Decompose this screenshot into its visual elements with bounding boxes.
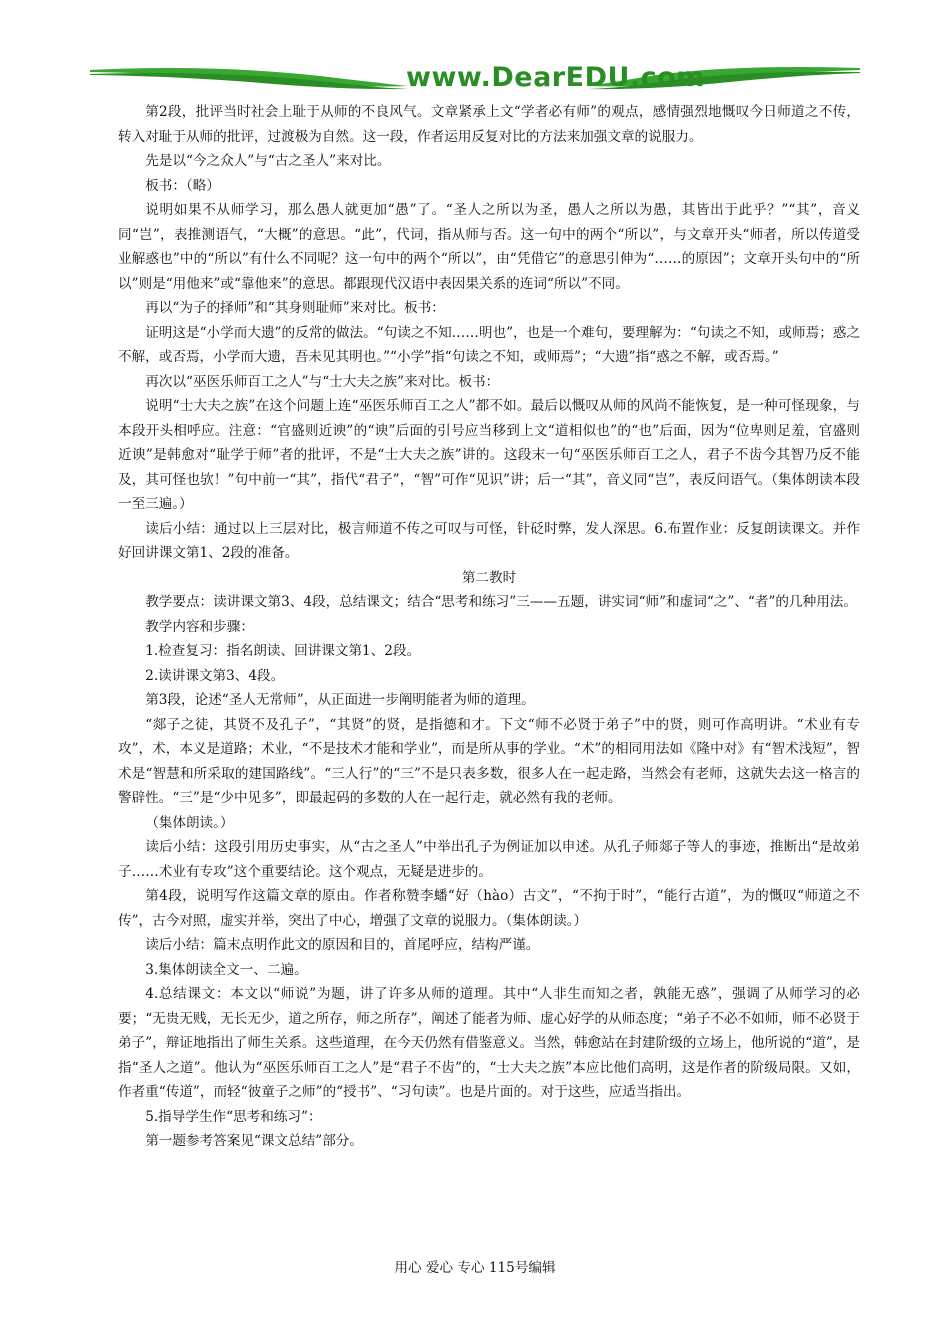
paragraph: 教学内容和步骤：	[145, 618, 254, 635]
paragraph: 读后小结：通过以上三层对比，极言师道不传之可叹与可怪，针砭时弊，发人深思。6.布置作业：反复朗读课文。并作好回讲课文第1、2段的准备。	[118, 520, 860, 561]
site-logo: www.DearEDU.com	[406, 62, 705, 93]
paragraph: “郯子之徒，其贤不及孔子”，“其贤”的贤，是指德和才。下文“师不必贤于弟子”中的贤，则可作高明讲。“术业有专攻”，术，本义是道路；术业，“不是技术才能和学业”，而是所从事的学业。“术”的相同用法如《隆中对》有“智术浅短”，智术是“智慧和所采取的建国路线”。“三人行”的“三”不是只表多数，很多人在一起走路，当然会有老师，这就失去这一格言的警辟性。“三”是“少中见多”，即最起码的多数的人在一起行走，就必然有我的老师。	[118, 716, 860, 806]
paragraph: 说明如果不从师学习，那么愚人就更加“愚”了。“圣人之所以为圣，愚人之所以为愚，其皆出于此乎？”“其”，音义同“岂”，表推测语气，“大概”的意思。“此”，代词，指从师与否。这一句中的两个“所以”，与文章开头“师者，所以传道受业解惑也”中的“所以”有什么不同呢？这一句中的两个“所以”，由“凭借它”的意思引伸为“……的原因”；文章开头句中的“所以”则是“用他来”或“靠他来”的意思。都跟现代汉语中表因果关系的连词“所以”不同。	[118, 202, 860, 292]
site-header-banner	[90, 60, 860, 96]
paragraph: （集体朗读。）	[145, 814, 234, 831]
paragraph: 板书：（略）	[145, 177, 220, 194]
paragraph: 第3段，论述“圣人无常师”，从正面进一步阐明能者为师的道理。	[145, 692, 535, 708]
page-footer: 用心 爱心 专心 115号编辑	[394, 1260, 556, 1276]
paragraph: 说明“士大夫之族”在这个问题上连“巫医乐师百工之人”都不如。最后以慨叹从师的风尚不能恢复，是一种可怪现象，与本段开头相呼应。注意：“官盛则近谀”的“谀”后面的引号应当移到上文“道相似也”的“也”后面，因为“位卑则足羞，官盛则近谀”是韩愈对“耻学于师”者的批评，不是“士大夫之族”讲的。这段末一句“巫医乐师百工之人，君子不齿今其智乃反不能及，其可怪也欤！”句中前一“其”，指代“君子”，“智”可作“见识”讲；后一“其”，音义同“岂”，表反问语气。（集体朗读本段一至三遍。）	[118, 398, 860, 512]
paragraph: 读后小结：这段引用历史事实，从“古之圣人”中举出孔子为例证加以申述。从孔子师郯子等人的事迹，推断出“是故弟子……术业有专攻”这个重要结论。这个观点，无疑是进步的。	[118, 839, 860, 880]
paragraph: 4.总结课文：本文以“师说”为题，讲了许多从师的道理。其中“人非生而知之者，孰能无惑”，强调了从师学习的必要；“无贵无贱，无长无少，道之所存，师之所存”，阐述了能者为师、虚心好学的从师态度；“弟子不必不如师，师不必贤于弟子”，辩证地指出了师生关系。这些道理，在今天仍然有借鉴意义。当然，韩愈站在封建阶级的立场上，他所说的“道”，是指“圣人之道”。他认为“巫医乐师百工之人”是“君子不齿”的，“士大夫之族”本应比他们高明，这是作者的阶级局限。又如，作者重“传道”，而轻“彼童子之师”的“授书”、“习句读”。也是片面的。对于这些，应适当指出。	[118, 986, 860, 1100]
paragraph: 再次以“巫医乐师百工之人”与“士大夫之族”来对比。板书：	[145, 373, 500, 390]
paragraph: 5.指导学生作“思考和练习”：	[145, 1108, 322, 1125]
paragraph: 第一题参考答案见“课文总结”部分。	[145, 1133, 363, 1149]
paragraph: 1.检查复习：指名朗读、回讲课文第1、2段。	[145, 643, 421, 659]
document-body	[118, 100, 860, 1154]
paragraph: 教学要点：读讲课文第3、4段，总结课文；结合“思考和练习”三——五题，讲实词“师”和虚词“之”、“者”的几种用法。	[145, 594, 857, 610]
section-heading: 第二教时	[461, 569, 517, 586]
paragraph: 第4段，说明写作这篇文章的原由。作者称赞李蟠“好（hào）古文”，“不拘于时”，“能行古道”，为的慨叹“师道之不传”，古今对照，虚实并举，突出了中心，增强了文章的说服力。（集体朗读。）	[118, 888, 860, 929]
paragraph: 再以“为子的择师”和“其身则耻师”来对比。板书：	[145, 300, 445, 316]
paragraph: 读后小结：篇末点明作此文的原因和目的，首尾呼应，结构严谨。	[145, 937, 540, 953]
paragraph: 先是以“今之众人”与“古之圣人”来对比。	[145, 153, 391, 169]
paragraph: 证明这是“小学而大遗”的反常的做法。“句读之不知……明也”，也是一个难句，要理解为：“句读之不知，或师焉；惑之不解，或否焉，小学而大遗，吾未见其明也。”“小学”指“句读之不知，或师焉”；“大遗”指“惑之不解，或否焉。”	[118, 324, 860, 365]
paragraph: 2.读讲课文第3、4段。	[145, 667, 285, 684]
paragraph: 第2段，批评当时社会上耻于从师的不良风气。文章紧承上文“学者必有师”的观点，感情强烈地慨叹今日师道之不传，转入对耻于从师的批评，过渡极为自然。这一段，作者运用反复对比的方法来加强文章的说服力。	[118, 104, 860, 145]
paragraph: 3.集体朗读全文一、二遍。	[145, 961, 308, 978]
